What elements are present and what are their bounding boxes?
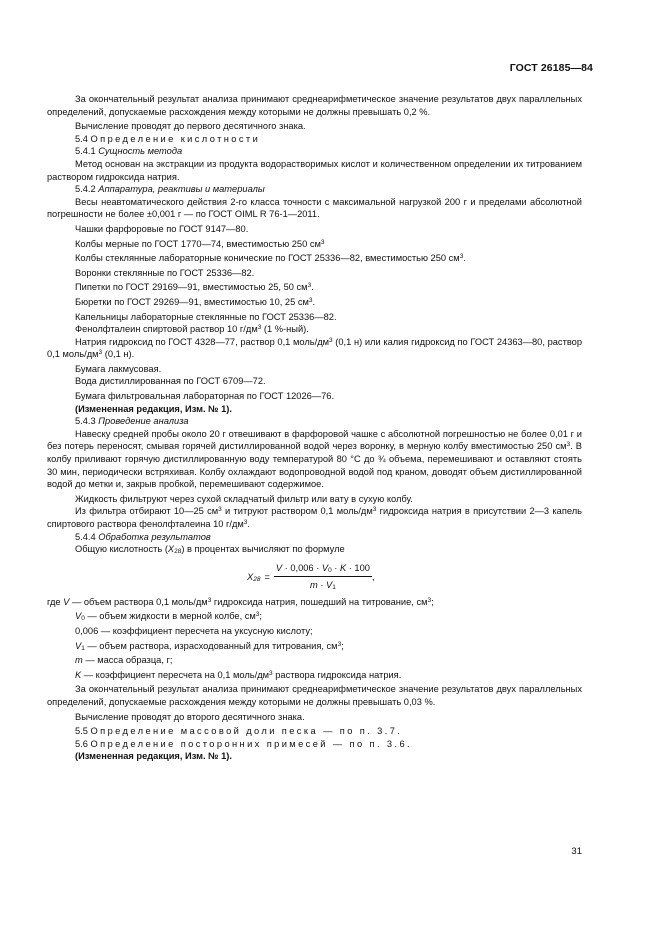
paragraph: Фенолфталеин спиртовой раствор 10 $г/дм^3$ (1 %-ный). [75,324,309,335]
section-number: 5.4.1 [75,146,96,157]
variable-definition: m — масса образца, г; [75,655,173,666]
paragraph: Натрия гидроксид по ГОСТ 4328—77, раствор 0,1 моль/$дм^3$ (0,1 н) или калия гидроксид по ГОСТ 24363—80, раствор 0,1 моль/$дм^3$ (0,1 н). [47,336,583,360]
amendment-note: (Измененная редакция, Изм. № 1). [75,403,232,414]
variable-definition: где V — объем раствора 0,1 моль/$дм^3$ гидроксида натрия, пошедший на титрование, $см^3$; [47,596,434,607]
section-title: Проведение анализа [98,416,189,427]
paragraph: Вычисление проводят до второго десятичного знака. [75,711,305,722]
page-number: 31 [571,846,582,857]
section-title: Аппаратура, реактивы и материалы [98,184,265,195]
paragraph: Жидкость фильтруют через сухой складчатый фильтр или вату в сухую колбу. [75,493,413,504]
section-heading [47,738,582,751]
variable-definition: $V_0$ — объем жидкости в мерной колбе, $см^3$; [75,611,263,623]
variable-definition: $V_1$ — объем раствора, израсходованный для титрования, $см^3$; [75,640,344,652]
document-body [47,93,582,763]
variable-definition: 0,006 — коэффициент пересчета на уксусную кислоту; [75,625,313,636]
paragraph: Колбы мерные по ГОСТ 1770—74, вместимостью 250 $см^3$ [75,238,325,249]
subsection-heading [47,183,582,196]
formula-fraction [274,562,372,592]
paragraph: Из фильтра отбирают 10—25 $см^3$ и титруют раствором 0,1 моль/$дм^3$ гидроксида натрия в присутствии 2—3 капель спиртового раствора фенолфталеина 10 $г/дм^3$. [47,506,582,529]
formula-denominator: $m \cdot V_1$ [309,580,336,592]
section-title: Сущность метода [98,146,183,157]
paragraph: Общую кислотность $(X_{28})$ в процентах вычисляют по формуле [75,544,345,556]
paragraph: Воронки стеклянные по ГОСТ 25336—82. [75,267,255,278]
subsection-heading [47,415,582,428]
section-number: 5.4.2 [75,184,96,195]
acidity-formula: $X_{28}$ = $\frac{V \cdot 0,006 \cdot V_0 \cdot K \cdot 100}{m \cdot V_1}$ , [247,562,375,592]
paragraph: Колбы стеклянные лабораторные конические по ГОСТ 25336—82, вместимостью 250 $см^3$. [75,253,466,264]
formula-block [47,558,582,594]
paragraph: Бюретки по ГОСТ 29269—91, вместимостью 10, 25 $см^3$. [75,296,316,307]
paragraph: Бумага фильтровальная лабораторная по ГОСТ 12026—76. [75,391,335,402]
variable-definition: K — коэффициент пересчета на 0,1 моль/$дм^3$ раствора гидроксида натрия. [75,669,402,680]
paragraph: Чашки фарфоровые по ГОСТ 9147—80. [75,223,249,234]
standard-header: ГОСТ 26185—84 [509,62,593,74]
amendment-note: (Измененная редакция, Изм. № 1). [75,751,232,762]
paragraph: Вычисление проводят до первого десятичного знака. [75,121,306,132]
paragraph: За окончательный результат анализа принимают среднеарифметическое значение результатов двух параллельных определений, допускаемые расхождения между которыми не должны превышать 0,2 %. [47,94,582,117]
paragraph: Пипетки по ГОСТ 29169—91, вместимостью 25, 50 $см^3$. [75,282,314,293]
section-number: 5.6 [75,738,88,749]
paragraph: Вода дистиллированная по ГОСТ 6709—72. [75,376,266,387]
subsection-heading [47,145,582,158]
paragraph: За окончательный результат анализа принимают среднеарифметическое значение результатов двух параллельных определений, допускаемые расхождения между которыми не должны превышать 0,03 %. [47,684,582,707]
section-number: 5.4 [75,133,88,144]
section-number: 5.4.4 [75,531,96,542]
formula-numerator: $V \cdot 0,006 \cdot V_0 \cdot K \cdot 100$ [274,562,372,578]
section-title: Определение посторонних примесей — по п. 3.6. [90,738,413,749]
paragraph: Бумага лакмусовая. [75,363,162,374]
section-title: Определение кислотности [90,133,261,144]
paragraph: Навеску средней пробы около 20 г отвешивают в фарфоровой чашке с абсолютной погрешностью не более 0,01 г и без потерь переносят, смывая горячей дистиллированной водой через воронку, в мерную колбу вместимостью 250 $см^3$. В колбу приливают горячую дистиллированную воду температурой 80 °С до ¾ объема, перемешивают и оставляют стоять 30 мин, периодически встряхивая. Колбу охлаждают водопроводной водой под краном, доводят объем дистиллированной водой до метки и, закрыв пробкой, перемешивают содержимое. [47,428,582,490]
section-title: Обработка результатов [98,531,211,542]
section-heading [47,725,582,738]
subsection-heading [47,531,582,544]
section-number: 5.4.3 [75,416,96,427]
section-heading [47,133,582,146]
paragraph: Метод основан на экстракции из продукта водорастворимых кислот и количественном определении их титрованием раствором гидроксида натрия. [47,158,582,182]
paragraph: Капельницы лабораторные стеклянные по ГОСТ 25336—82. [75,311,337,322]
section-title: Определение массовой доли песка — по п. 3.7. [90,726,403,737]
section-number: 5.5 [75,726,88,737]
paragraph: Весы неавтоматического действия 2-го класса точности с максимальной нагрузкой 200 г и пределами абсолютной погрешности не более ±0,001 г — по ГОСТ OIML R 76-1—2011. [47,196,582,220]
